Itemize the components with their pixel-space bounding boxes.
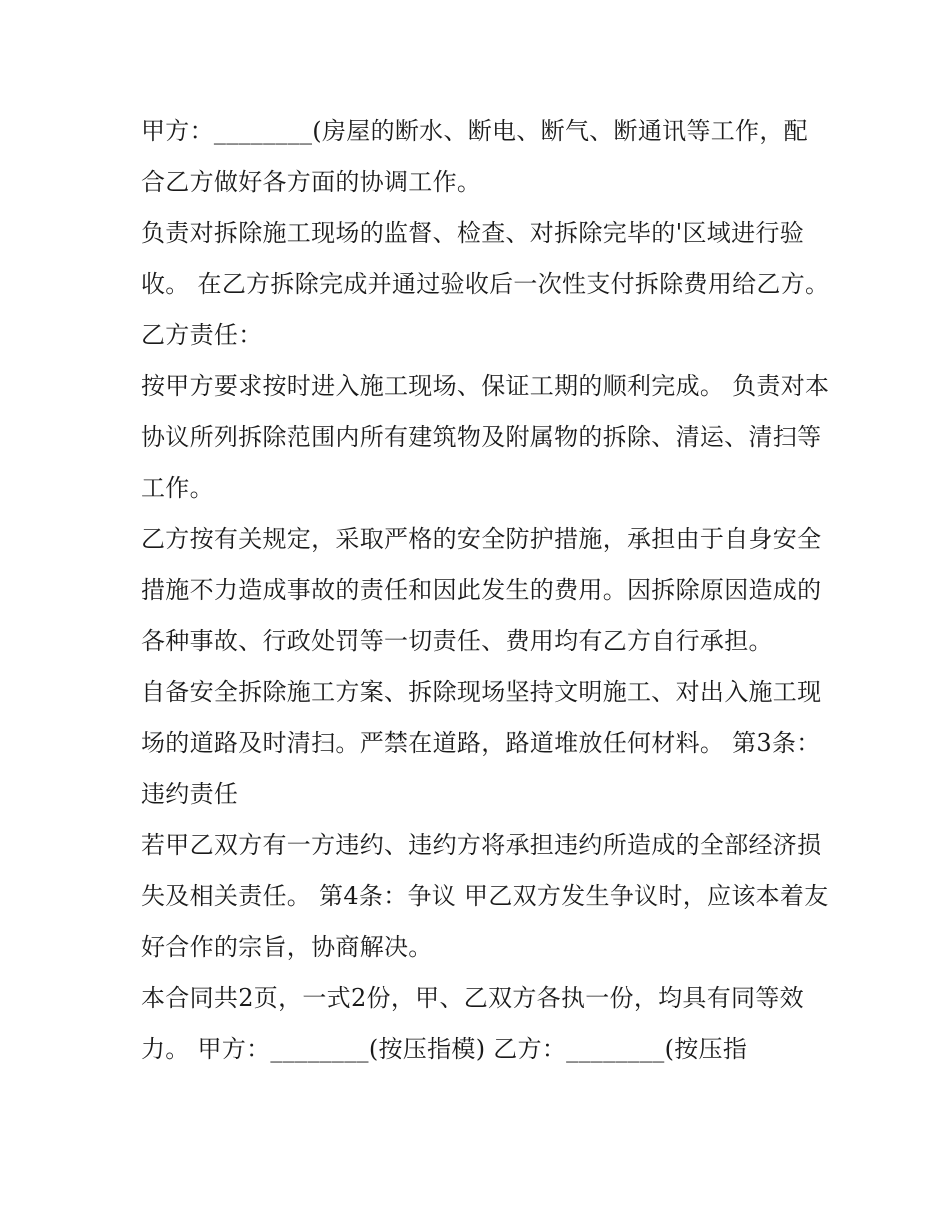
paragraph-party-a-duties: 甲方：________(房屋的断水、断电、断气、断通讯等工作，配合乙方做好各方面的协调工作。	[141, 117, 808, 196]
paragraph-party-b-duties: 按甲方要求按时进入施工现场、保证工期的顺利完成。 负责对本协议所列拆除范围内所有建筑物及附属物的拆除、清运、清扫等工作。	[141, 372, 830, 502]
paragraph-breach-dispute: 若甲乙双方有一方违约、违约方将承担违约所造成的全部经济损失及相关责任。 第4条：争议 甲乙双方发生争议时，应该本着友好合作的宗旨，协商解决。	[141, 831, 829, 961]
paragraph-inspection: 负责对拆除施工现场的监督、检查、对拆除完毕的'区域进行验收。 在乙方拆除完成并通过验收后一次性支付拆除费用给乙方。 乙方责任：	[141, 219, 830, 349]
paragraph-safety: 乙方按有关规定，采取严格的安全防护措施，承担由于自身安全措施不力造成事故的责任和因此发生的费用。因拆除原因造成的各种事故、行政处罚等一切责任、费用均有乙方自行承担。	[141, 525, 822, 655]
paragraph-construction-plan: 自备安全拆除施工方案、拆除现场坚持文明施工、对出入施工现场的道路及时清扫。严禁在道路，路道堆放任何材料。 第3条：违约责任	[141, 678, 822, 808]
paragraph-signatures: 本合同共2页，一式2份，甲、乙双方各执一份，均具有同等效力。 甲方：________(按压指模) 乙方：________(按压指	[141, 984, 804, 1063]
